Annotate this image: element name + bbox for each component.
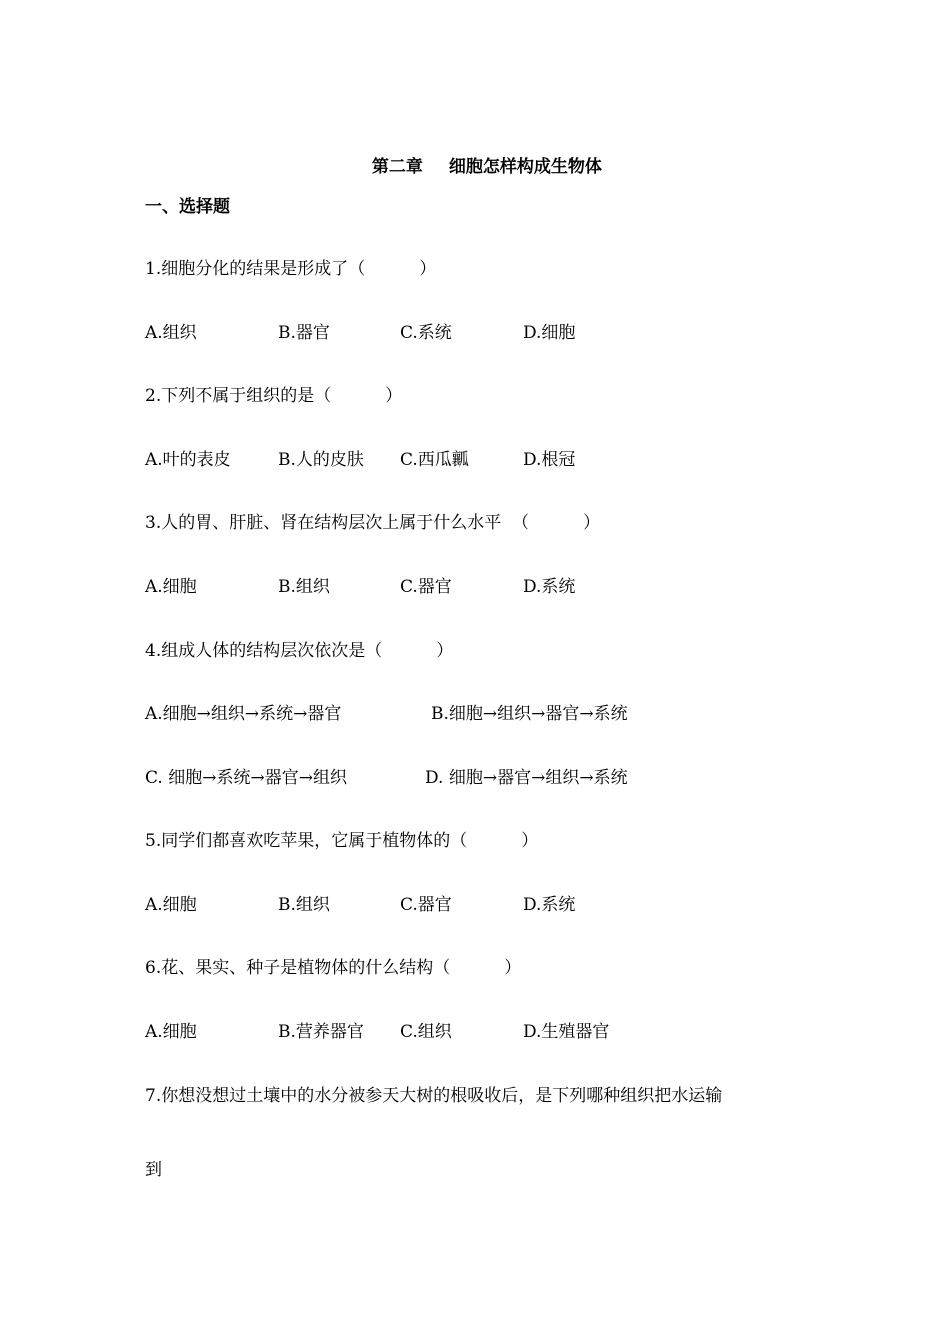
option-d: D. 细胞→器官→组织→系统 [425,768,628,788]
option-a: A.细胞 [145,1022,197,1042]
question-stem: 2.下列不属于组织的是（ ） [145,386,403,406]
options-row [145,321,845,345]
option-c: C.器官 [400,577,452,597]
option-d: D.系统 [523,895,576,915]
option-b: B.营养器官 [278,1022,364,1042]
options-row [145,702,845,726]
section-heading: 一、选择题 [145,197,230,217]
question-stem-continuation: 到 [145,1160,162,1180]
chapter-name: 细胞怎样构成生物体 [448,157,602,177]
question-stem: 4.组成人体的结构层次依次是（ ） [145,641,454,661]
question-stem: 5.同学们都喜欢吃苹果，它属于植物体的（ ） [145,831,539,851]
options-row [145,893,845,917]
option-b: B.人的皮肤 [278,450,364,470]
option-a: A.细胞 [145,895,197,915]
option-c: C.系统 [400,323,452,343]
options-row [145,766,845,790]
option-c: C.器官 [400,895,452,915]
question-stem: 3.人的胃、肝脏、肾在结构层次上属于什么水平 （ ） [145,513,601,533]
options-row [145,448,845,472]
option-c: C.组织 [400,1022,452,1042]
option-a: A.叶的表皮 [145,450,231,470]
option-a: A.组织 [145,323,197,343]
option-b: B.细胞→组织→器官→系统 [431,704,628,724]
option-d: D.系统 [523,577,576,597]
option-d: D.生殖器官 [523,1022,610,1042]
option-d: D.细胞 [523,323,576,343]
question-stem: 6.花、果实、种子是植物体的什么结构（ ） [145,958,522,978]
option-c: C. 细胞→系统→器官→组织 [145,768,347,788]
options-row [145,575,845,599]
option-c: C.西瓜瓤 [400,450,469,470]
options-row [145,1020,845,1044]
chapter-title [0,131,950,203]
option-b: B.组织 [278,895,330,915]
option-a: A.细胞 [145,577,197,597]
option-b: B.器官 [278,323,330,343]
question-stem: 7.你想没想过土壤中的水分被参天大树的根吸收后，是下列哪种组织把水运输 [145,1086,723,1106]
option-d: D.根冠 [523,450,576,470]
option-b: B.组织 [278,577,330,597]
chapter-number: 第二章 [371,157,423,177]
option-a: A.细胞→组织→系统→器官 [145,704,342,724]
question-stem: 1.细胞分化的结果是形成了（ ） [145,259,437,279]
